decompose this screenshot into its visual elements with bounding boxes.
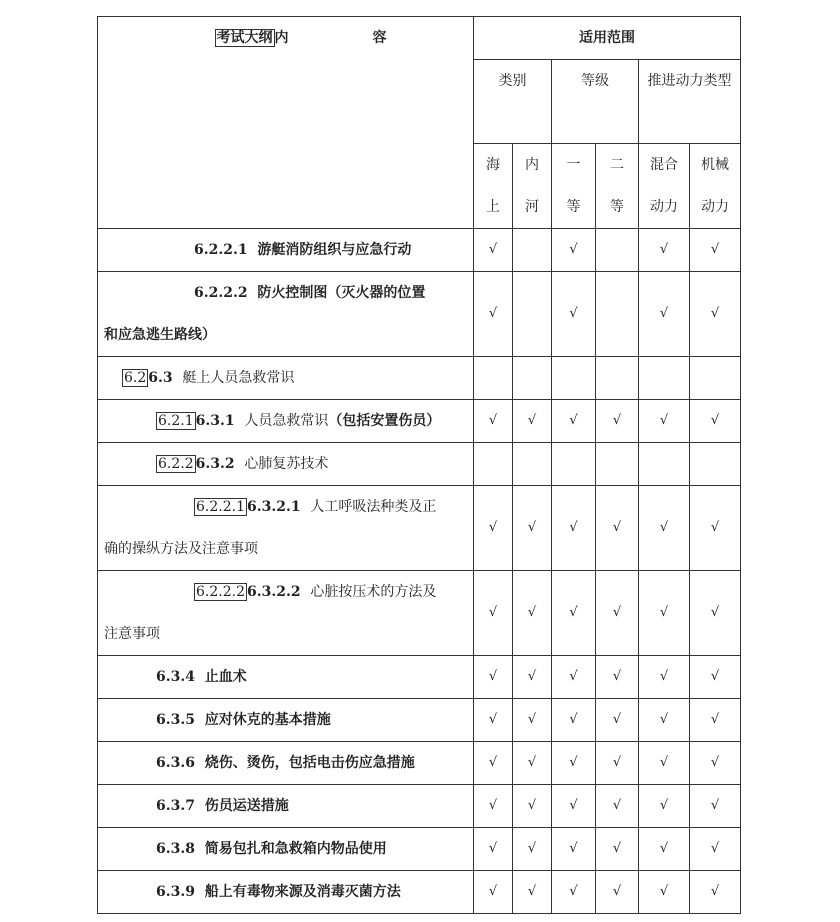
table-row — [98, 400, 741, 443]
section-title: 应对休克的基本措施 — [204, 712, 331, 728]
section-title: 游艇消防组织与应急行动 — [257, 242, 412, 258]
header-grade: 等级 — [552, 60, 639, 144]
check-cell: √ — [474, 571, 513, 656]
row-content — [98, 229, 474, 272]
check-cell: √ — [513, 785, 552, 828]
header-content — [98, 17, 474, 229]
section-number: 6.3.6 — [156, 755, 205, 771]
check-cell: √ — [690, 699, 741, 742]
row-content — [98, 400, 474, 443]
check-cell: √ — [690, 571, 741, 656]
check-cell: √ — [513, 699, 552, 742]
header-hybrid: 混合 动力 — [639, 144, 690, 229]
check-cell: √ — [690, 486, 741, 571]
check-cell: √ — [552, 571, 596, 656]
check-cell: √ — [474, 229, 513, 272]
check-cell: √ — [596, 785, 639, 828]
check-cell — [513, 443, 552, 486]
header-sea: 海 上 — [474, 144, 513, 229]
check-cell: √ — [690, 785, 741, 828]
row-content — [98, 656, 474, 699]
check-cell — [513, 229, 552, 272]
check-cell: √ — [596, 699, 639, 742]
section-title: 艇上人员急救常识 — [182, 370, 295, 386]
check-cell — [474, 443, 513, 486]
section-title: 船上有毒物来源及消毒灭菌方法 — [204, 884, 401, 900]
check-cell: √ — [474, 785, 513, 828]
section-title-continued: 和应急逃生路线） — [104, 327, 216, 343]
check-cell: √ — [596, 871, 639, 914]
row-content — [98, 742, 474, 785]
check-cell — [690, 357, 741, 400]
header-first: 一 等 — [552, 144, 596, 229]
section-number: 6.3 — [148, 370, 183, 386]
section-title: 心脏按压术的方法及 — [310, 584, 437, 600]
check-cell — [639, 443, 690, 486]
table-row — [98, 871, 741, 914]
check-cell: √ — [639, 486, 690, 571]
check-cell: √ — [513, 828, 552, 871]
section-title-continued: 确的操纵方法及注意事项 — [104, 541, 258, 557]
check-cell: √ — [552, 828, 596, 871]
table-row — [98, 699, 741, 742]
check-cell: √ — [474, 742, 513, 785]
check-cell: √ — [552, 400, 596, 443]
table-row — [98, 656, 741, 699]
row-content — [98, 357, 474, 400]
section-number: 6.3.4 — [156, 669, 205, 685]
check-cell: √ — [552, 871, 596, 914]
check-cell — [513, 357, 552, 400]
check-cell: √ — [690, 656, 741, 699]
check-cell: √ — [596, 656, 639, 699]
table-row — [98, 571, 741, 656]
section-title: 简易包扎和急救箱内物品使用 — [204, 841, 387, 857]
section-number: 6.3.2.1 — [246, 499, 311, 515]
check-cell: √ — [596, 742, 639, 785]
header-content-boxed: 考试大纲 — [216, 30, 273, 46]
syllabus-table — [97, 16, 741, 914]
check-cell: √ — [639, 699, 690, 742]
check-cell: √ — [639, 828, 690, 871]
check-cell: √ — [690, 229, 741, 272]
table-row — [98, 443, 741, 486]
check-cell: √ — [639, 656, 690, 699]
section-title: 防火控制图（灭火器的位置 — [257, 285, 426, 301]
header-mechanical: 机械 动力 — [690, 144, 741, 229]
section-title: 伤员运送措施 — [204, 798, 289, 814]
check-cell: √ — [690, 871, 741, 914]
check-cell: √ — [552, 699, 596, 742]
check-cell: √ — [639, 272, 690, 357]
row-content — [98, 443, 474, 486]
check-cell: √ — [474, 699, 513, 742]
check-cell: √ — [639, 871, 690, 914]
old-section-number: 6.2.2 — [158, 456, 194, 472]
check-cell — [596, 357, 639, 400]
check-cell: √ — [639, 400, 690, 443]
check-cell: √ — [513, 871, 552, 914]
row-content — [98, 871, 474, 914]
check-cell: √ — [513, 656, 552, 699]
table-row — [98, 742, 741, 785]
old-section-number: 6.2.2.2 — [196, 584, 245, 600]
header-inland: 内 河 — [513, 144, 552, 229]
header-second: 二 等 — [596, 144, 639, 229]
check-cell — [474, 357, 513, 400]
check-cell: √ — [552, 486, 596, 571]
check-cell: √ — [552, 742, 596, 785]
check-cell: √ — [690, 400, 741, 443]
header-scope: 适用范围 — [474, 17, 741, 60]
section-title: 止血术 — [204, 669, 247, 685]
check-cell — [513, 272, 552, 357]
header-propulsion: 推进动力类型 — [639, 60, 741, 144]
check-cell — [596, 272, 639, 357]
check-cell: √ — [552, 785, 596, 828]
check-cell: √ — [596, 400, 639, 443]
table-row — [98, 828, 741, 871]
section-number: 6.3.2.2 — [246, 584, 311, 600]
row-content — [98, 828, 474, 871]
check-cell: √ — [513, 486, 552, 571]
header-content-label: 内 容 — [274, 30, 387, 46]
section-number: 6.2.2.2 — [194, 285, 258, 301]
check-cell — [690, 443, 741, 486]
table-row — [98, 272, 741, 357]
section-title: 人工呼吸法种类及正 — [310, 499, 437, 515]
check-cell: √ — [639, 571, 690, 656]
old-section-number: 6.2 — [124, 370, 147, 386]
section-title: 心肺复苏技术 — [244, 456, 329, 472]
check-cell: √ — [474, 871, 513, 914]
check-cell — [552, 443, 596, 486]
row-content — [98, 486, 474, 571]
check-cell: √ — [513, 742, 552, 785]
check-cell: √ — [639, 229, 690, 272]
check-cell: √ — [552, 656, 596, 699]
row-content — [98, 272, 474, 357]
section-title-continued: 注意事项 — [104, 626, 160, 642]
check-cell: √ — [552, 229, 596, 272]
check-cell: √ — [474, 400, 513, 443]
check-cell — [552, 357, 596, 400]
section-number: 6.3.5 — [156, 712, 205, 728]
row-content — [98, 699, 474, 742]
table-row — [98, 357, 741, 400]
header-category: 类别 — [474, 60, 552, 144]
check-cell: √ — [474, 272, 513, 357]
check-cell — [596, 443, 639, 486]
section-number: 6.3.1 — [195, 413, 245, 429]
section-number: 6.2.2.1 — [194, 242, 258, 258]
table-row — [98, 486, 741, 571]
check-cell: √ — [690, 272, 741, 357]
section-title: 烧伤、烫伤，包括电击伤应急措施 — [204, 755, 415, 771]
check-cell: √ — [596, 828, 639, 871]
check-cell: √ — [474, 486, 513, 571]
check-cell: √ — [474, 828, 513, 871]
check-cell — [596, 229, 639, 272]
check-cell: √ — [513, 400, 552, 443]
section-number: 6.3.7 — [156, 798, 205, 814]
section-number: 6.3.8 — [156, 841, 205, 857]
section-number: 6.3.9 — [156, 884, 205, 900]
table-row — [98, 785, 741, 828]
check-cell: √ — [596, 486, 639, 571]
check-cell: √ — [513, 571, 552, 656]
old-section-number: 6.2.1 — [158, 413, 194, 429]
section-number: 6.3.2 — [195, 456, 245, 472]
check-cell: √ — [690, 828, 741, 871]
check-cell: √ — [596, 571, 639, 656]
check-cell: √ — [552, 272, 596, 357]
check-cell — [639, 357, 690, 400]
old-section-number: 6.2.2.1 — [196, 499, 245, 515]
row-content — [98, 571, 474, 656]
row-content — [98, 785, 474, 828]
section-title: 人员急救常识 — [244, 413, 329, 429]
check-cell: √ — [474, 656, 513, 699]
check-cell: √ — [690, 742, 741, 785]
section-title-suffix: （包括安置伤员） — [328, 413, 441, 429]
table-row — [98, 229, 741, 272]
check-cell: √ — [639, 742, 690, 785]
check-cell: √ — [639, 785, 690, 828]
